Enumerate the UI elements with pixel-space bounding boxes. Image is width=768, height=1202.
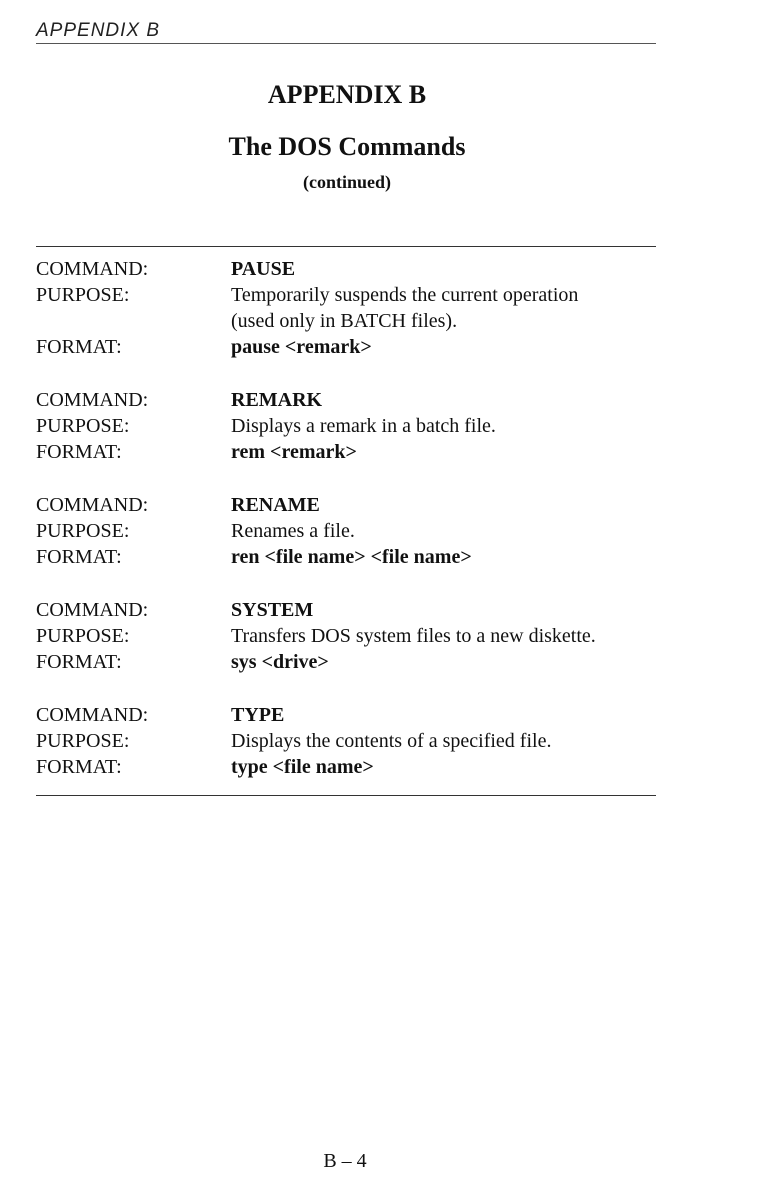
purpose-text: (used only in BATCH files). [231,310,458,332]
format-text: sys <drive> [231,651,329,673]
command-row [36,387,666,413]
command-row [36,597,666,623]
command-row [36,256,666,282]
command-label: COMMAND: [36,389,149,411]
command-name: REMARK [231,389,323,411]
command-label: COMMAND: [36,494,149,516]
command-block-type [36,702,666,780]
purpose-text: Transfers DOS system files to a new diskette. [231,625,596,647]
purpose-text: Displays the contents of a specified file. [231,730,552,752]
format-text: type <file name> [231,756,374,778]
purpose-row [36,623,666,649]
header-rule [36,43,656,44]
command-row [36,492,666,518]
command-list [36,256,666,807]
format-label: FORMAT: [36,651,122,673]
page-number: B – 4 [323,1150,367,1172]
format-text: ren <file name> <file name> [231,546,472,568]
command-name: RENAME [231,494,320,516]
purpose-row [36,518,666,544]
empty-label [36,308,231,334]
section-subtitle: (continued) [302,172,391,192]
purpose-label: PURPOSE: [36,284,130,306]
purpose-row [36,413,666,439]
section-title: The DOS Commands [228,132,466,161]
command-block-rename [36,492,666,570]
purpose-label: PURPOSE: [36,730,130,752]
format-row [36,544,666,570]
command-block-pause [36,256,666,360]
command-name: TYPE [231,704,285,726]
purpose-row-continued [36,308,666,334]
purpose-row [36,728,666,754]
format-label: FORMAT: [36,441,122,463]
format-text: pause <remark> [231,336,372,358]
table-top-rule [36,246,656,247]
command-name: SYSTEM [231,599,314,621]
format-label: FORMAT: [36,336,122,358]
purpose-text: Renames a file. [231,520,355,542]
command-row [36,702,666,728]
command-label: COMMAND: [36,258,149,280]
purpose-row [36,282,666,308]
format-row [36,439,666,465]
appendix-title: APPENDIX B [267,80,427,109]
command-label: COMMAND: [36,599,149,621]
purpose-label: PURPOSE: [36,520,130,542]
format-row [36,334,666,360]
purpose-text: Temporarily suspends the current operation [231,284,579,306]
format-label: FORMAT: [36,546,122,568]
format-row [36,754,666,780]
command-block-system [36,597,666,675]
format-label: FORMAT: [36,756,122,778]
format-text: rem <remark> [231,441,357,463]
running-header: APPENDIX B [36,20,161,41]
format-row [36,649,666,675]
purpose-label: PURPOSE: [36,625,130,647]
table-bottom-rule [36,795,656,796]
command-label: COMMAND: [36,704,149,726]
purpose-text: Displays a remark in a batch file. [231,415,496,437]
purpose-label: PURPOSE: [36,415,130,437]
command-name: PAUSE [231,258,296,280]
command-block-remark [36,387,666,465]
